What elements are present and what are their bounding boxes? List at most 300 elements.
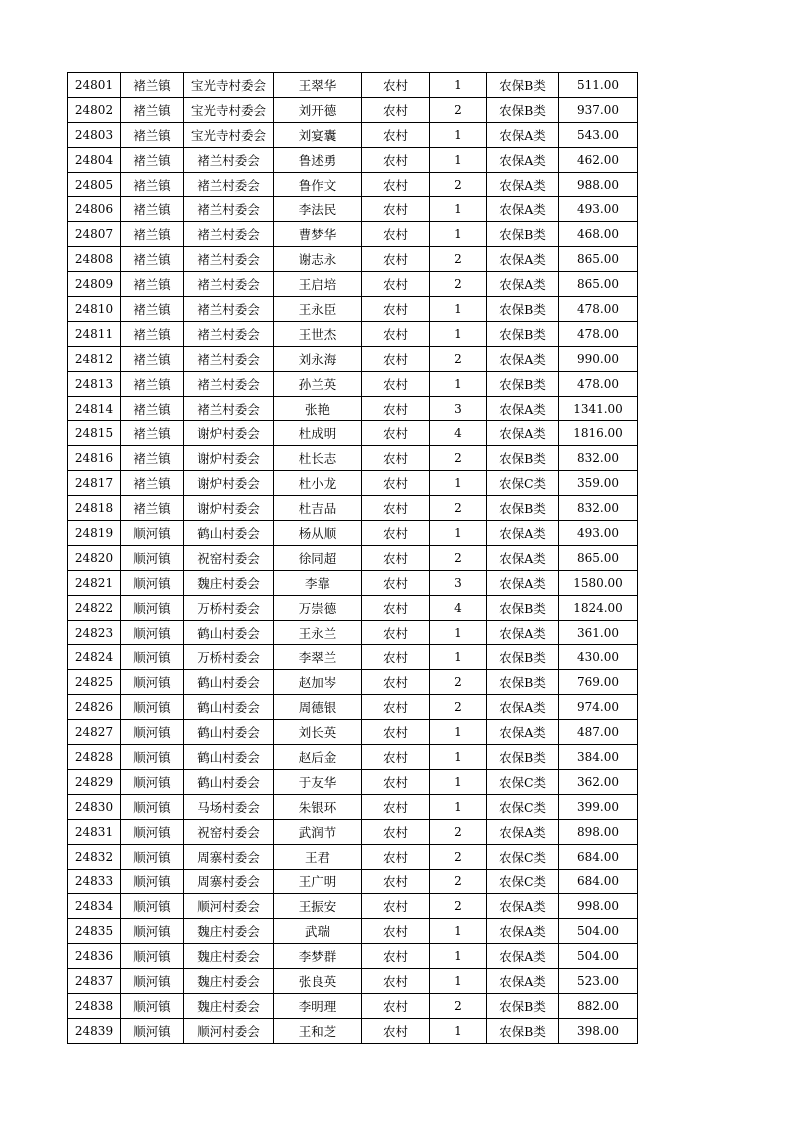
amount-cell: 1816.00 [559,421,638,446]
town-cell: 顺河镇 [121,794,184,819]
village-committee-cell: 魏庄村委会 [184,969,274,994]
town-cell: 褚兰镇 [121,371,184,396]
household-type-cell: 农村 [362,993,430,1018]
family-count-cell: 2 [430,670,487,695]
family-count-cell: 1 [430,521,487,546]
village-committee-cell: 褚兰村委会 [184,172,274,197]
family-count-cell: 1 [430,645,487,670]
town-cell: 褚兰镇 [121,222,184,247]
family-count-cell: 2 [430,172,487,197]
town-cell: 顺河镇 [121,521,184,546]
insurance-category-cell: 农保C类 [487,844,559,869]
table-row [68,944,638,969]
amount-cell: 478.00 [559,371,638,396]
person-name-cell: 于友华 [274,769,362,794]
village-committee-cell: 魏庄村委会 [184,944,274,969]
family-count-cell: 1 [430,720,487,745]
table-row [68,969,638,994]
table-body [68,73,638,1044]
village-committee-cell: 宝光寺村委会 [184,122,274,147]
household-type-cell: 农村 [362,969,430,994]
family-count-cell: 1 [430,321,487,346]
town-cell: 顺河镇 [121,969,184,994]
table-row [68,670,638,695]
household-type-cell: 农村 [362,769,430,794]
village-committee-cell: 褚兰村委会 [184,321,274,346]
record-number-cell: 24817 [68,471,121,496]
insurance-category-cell: 农保B类 [487,97,559,122]
amount-cell: 359.00 [559,471,638,496]
insurance-category-cell: 农保A类 [487,272,559,297]
record-number-cell: 24828 [68,745,121,770]
person-name-cell: 杜长志 [274,446,362,471]
household-type-cell: 农村 [362,97,430,122]
record-number-cell: 24825 [68,670,121,695]
town-cell: 褚兰镇 [121,446,184,471]
insurance-category-cell: 农保A类 [487,346,559,371]
person-name-cell: 刘开德 [274,97,362,122]
town-cell: 顺河镇 [121,769,184,794]
village-committee-cell: 鹤山村委会 [184,720,274,745]
amount-cell: 430.00 [559,645,638,670]
town-cell: 顺河镇 [121,645,184,670]
table-row [68,570,638,595]
town-cell: 顺河镇 [121,919,184,944]
amount-cell: 487.00 [559,720,638,745]
table-row [68,346,638,371]
table-row [68,396,638,421]
village-committee-cell: 祝窑村委会 [184,819,274,844]
record-number-cell: 24809 [68,272,121,297]
amount-cell: 493.00 [559,197,638,222]
amount-cell: 1341.00 [559,396,638,421]
family-count-cell: 1 [430,297,487,322]
household-type-cell: 农村 [362,346,430,371]
insurance-category-cell: 农保A类 [487,545,559,570]
person-name-cell: 王君 [274,844,362,869]
table-row [68,695,638,720]
amount-cell: 478.00 [559,297,638,322]
record-number-cell: 24838 [68,993,121,1018]
town-cell: 褚兰镇 [121,346,184,371]
insurance-category-cell: 农保B类 [487,993,559,1018]
family-count-cell: 3 [430,396,487,421]
household-type-cell: 农村 [362,844,430,869]
insurance-category-cell: 农保B类 [487,1018,559,1043]
insurance-category-cell: 农保B类 [487,645,559,670]
table-row [68,73,638,98]
record-number-cell: 24820 [68,545,121,570]
record-number-cell: 24806 [68,197,121,222]
record-number-cell: 24808 [68,247,121,272]
household-type-cell: 农村 [362,745,430,770]
village-committee-cell: 周寨村委会 [184,869,274,894]
amount-cell: 974.00 [559,695,638,720]
person-name-cell: 朱银环 [274,794,362,819]
family-count-cell: 1 [430,222,487,247]
insurance-category-cell: 农保C类 [487,769,559,794]
insurance-category-cell: 农保C类 [487,869,559,894]
household-type-cell: 农村 [362,819,430,844]
amount-cell: 882.00 [559,993,638,1018]
insurance-category-cell: 农保B类 [487,446,559,471]
amount-cell: 478.00 [559,321,638,346]
household-type-cell: 农村 [362,919,430,944]
amount-cell: 511.00 [559,73,638,98]
family-count-cell: 2 [430,894,487,919]
amount-cell: 998.00 [559,894,638,919]
town-cell: 褚兰镇 [121,297,184,322]
table-row [68,371,638,396]
village-committee-cell: 祝窑村委会 [184,545,274,570]
record-number-cell: 24823 [68,620,121,645]
insurance-category-cell: 农保A类 [487,172,559,197]
record-number-cell: 24822 [68,595,121,620]
family-count-cell: 1 [430,769,487,794]
household-type-cell: 农村 [362,869,430,894]
family-count-cell: 1 [430,919,487,944]
table-row [68,321,638,346]
village-committee-cell: 褚兰村委会 [184,247,274,272]
family-count-cell: 4 [430,421,487,446]
family-count-cell: 2 [430,346,487,371]
family-count-cell: 1 [430,371,487,396]
household-type-cell: 农村 [362,595,430,620]
insurance-category-cell: 农保B类 [487,73,559,98]
amount-cell: 504.00 [559,919,638,944]
household-type-cell: 农村 [362,222,430,247]
household-type-cell: 农村 [362,147,430,172]
village-committee-cell: 褚兰村委会 [184,147,274,172]
person-name-cell: 李翠兰 [274,645,362,670]
insurance-category-cell: 农保A类 [487,919,559,944]
amount-cell: 832.00 [559,496,638,521]
village-committee-cell: 鹤山村委会 [184,620,274,645]
table-row [68,769,638,794]
village-committee-cell: 鹤山村委会 [184,769,274,794]
person-name-cell: 王永兰 [274,620,362,645]
town-cell: 顺河镇 [121,695,184,720]
table-row [68,172,638,197]
family-count-cell: 2 [430,844,487,869]
record-number-cell: 24821 [68,570,121,595]
person-name-cell: 李法民 [274,197,362,222]
family-count-cell: 2 [430,496,487,521]
town-cell: 顺河镇 [121,720,184,745]
person-name-cell: 王振安 [274,894,362,919]
insurance-category-cell: 农保B类 [487,595,559,620]
person-name-cell: 刘长英 [274,720,362,745]
person-name-cell: 李梦群 [274,944,362,969]
family-count-cell: 4 [430,595,487,620]
person-name-cell: 王翠华 [274,73,362,98]
amount-cell: 493.00 [559,521,638,546]
town-cell: 顺河镇 [121,894,184,919]
town-cell: 褚兰镇 [121,421,184,446]
insurance-category-cell: 农保A类 [487,247,559,272]
insurance-category-cell: 农保A类 [487,720,559,745]
insurance-category-cell: 农保B类 [487,670,559,695]
village-committee-cell: 魏庄村委会 [184,919,274,944]
insurance-category-cell: 农保B类 [487,496,559,521]
table-row [68,720,638,745]
table-row [68,1018,638,1043]
record-number-cell: 24827 [68,720,121,745]
record-number-cell: 24805 [68,172,121,197]
village-committee-cell: 顺河村委会 [184,894,274,919]
table-row [68,819,638,844]
village-committee-cell: 褚兰村委会 [184,197,274,222]
town-cell: 顺河镇 [121,595,184,620]
person-name-cell: 王启培 [274,272,362,297]
household-type-cell: 农村 [362,894,430,919]
record-number-cell: 24829 [68,769,121,794]
insurance-category-cell: 农保B类 [487,371,559,396]
table-row [68,745,638,770]
insurance-category-cell: 农保B类 [487,321,559,346]
table-row [68,595,638,620]
person-name-cell: 武瑞 [274,919,362,944]
table-row [68,222,638,247]
town-cell: 褚兰镇 [121,73,184,98]
household-type-cell: 农村 [362,122,430,147]
household-type-cell: 农村 [362,620,430,645]
record-number-cell: 24807 [68,222,121,247]
insurance-category-cell: 农保B类 [487,222,559,247]
household-type-cell: 农村 [362,545,430,570]
table-row [68,844,638,869]
insurance-category-cell: 农保A类 [487,894,559,919]
record-number-cell: 24826 [68,695,121,720]
family-count-cell: 2 [430,272,487,297]
village-committee-cell: 谢炉村委会 [184,471,274,496]
village-committee-cell: 魏庄村委会 [184,993,274,1018]
insurance-category-cell: 农保A类 [487,396,559,421]
household-type-cell: 农村 [362,371,430,396]
person-name-cell: 赵加岑 [274,670,362,695]
table-row [68,147,638,172]
amount-cell: 462.00 [559,147,638,172]
record-number-cell: 24836 [68,944,121,969]
family-count-cell: 1 [430,745,487,770]
amount-cell: 1580.00 [559,570,638,595]
family-count-cell: 2 [430,695,487,720]
amount-cell: 988.00 [559,172,638,197]
household-type-cell: 农村 [362,794,430,819]
record-number-cell: 24824 [68,645,121,670]
household-type-cell: 农村 [362,172,430,197]
family-count-cell: 1 [430,73,487,98]
insurance-category-cell: 农保A类 [487,819,559,844]
person-name-cell: 鲁述勇 [274,147,362,172]
table-row [68,496,638,521]
village-committee-cell: 顺河村委会 [184,1018,274,1043]
insurance-category-cell: 农保A类 [487,620,559,645]
person-name-cell: 徐同超 [274,545,362,570]
town-cell: 褚兰镇 [121,147,184,172]
family-count-cell: 1 [430,620,487,645]
household-type-cell: 农村 [362,197,430,222]
family-count-cell: 1 [430,122,487,147]
table-row [68,894,638,919]
amount-cell: 361.00 [559,620,638,645]
person-name-cell: 李靠 [274,570,362,595]
family-count-cell: 2 [430,993,487,1018]
person-name-cell: 鲁作文 [274,172,362,197]
record-number-cell: 24812 [68,346,121,371]
household-type-cell: 农村 [362,944,430,969]
town-cell: 顺河镇 [121,993,184,1018]
household-type-cell: 农村 [362,247,430,272]
person-name-cell: 孙兰英 [274,371,362,396]
record-number-cell: 24819 [68,521,121,546]
family-count-cell: 2 [430,819,487,844]
village-committee-cell: 褚兰村委会 [184,222,274,247]
amount-cell: 684.00 [559,869,638,894]
table-row [68,297,638,322]
household-type-cell: 农村 [362,521,430,546]
insurance-category-cell: 农保A类 [487,122,559,147]
insurance-category-cell: 农保A类 [487,521,559,546]
record-number-cell: 24811 [68,321,121,346]
town-cell: 顺河镇 [121,819,184,844]
household-type-cell: 农村 [362,446,430,471]
village-committee-cell: 褚兰村委会 [184,396,274,421]
record-number-cell: 24802 [68,97,121,122]
insurance-category-cell: 农保A类 [487,197,559,222]
person-name-cell: 杜小龙 [274,471,362,496]
table-row [68,545,638,570]
insurance-category-cell: 农保C类 [487,794,559,819]
town-cell: 顺河镇 [121,670,184,695]
town-cell: 褚兰镇 [121,197,184,222]
village-committee-cell: 鹤山村委会 [184,521,274,546]
family-count-cell: 2 [430,869,487,894]
amount-cell: 990.00 [559,346,638,371]
village-committee-cell: 谢炉村委会 [184,446,274,471]
amount-cell: 832.00 [559,446,638,471]
insurance-category-cell: 农保C类 [487,471,559,496]
amount-cell: 543.00 [559,122,638,147]
town-cell: 顺河镇 [121,545,184,570]
town-cell: 顺河镇 [121,570,184,595]
family-count-cell: 1 [430,197,487,222]
amount-cell: 769.00 [559,670,638,695]
village-committee-cell: 褚兰村委会 [184,346,274,371]
household-type-cell: 农村 [362,421,430,446]
family-count-cell: 2 [430,545,487,570]
amount-cell: 1824.00 [559,595,638,620]
person-name-cell: 武润节 [274,819,362,844]
amount-cell: 398.00 [559,1018,638,1043]
insurance-category-cell: 农保A类 [487,695,559,720]
record-number-cell: 24834 [68,894,121,919]
village-committee-cell: 宝光寺村委会 [184,97,274,122]
person-name-cell: 杜吉品 [274,496,362,521]
town-cell: 褚兰镇 [121,97,184,122]
table-row [68,645,638,670]
town-cell: 褚兰镇 [121,321,184,346]
family-count-cell: 2 [430,446,487,471]
village-committee-cell: 褚兰村委会 [184,272,274,297]
town-cell: 顺河镇 [121,869,184,894]
person-name-cell: 王永臣 [274,297,362,322]
amount-cell: 865.00 [559,272,638,297]
village-committee-cell: 鹤山村委会 [184,695,274,720]
household-type-cell: 农村 [362,471,430,496]
table-row [68,97,638,122]
record-number-cell: 24839 [68,1018,121,1043]
table-row [68,122,638,147]
village-committee-cell: 周寨村委会 [184,844,274,869]
family-count-cell: 1 [430,471,487,496]
town-cell: 顺河镇 [121,745,184,770]
person-name-cell: 赵后金 [274,745,362,770]
village-committee-cell: 谢炉村委会 [184,496,274,521]
amount-cell: 384.00 [559,745,638,770]
record-number-cell: 24832 [68,844,121,869]
household-type-cell: 农村 [362,272,430,297]
town-cell: 顺河镇 [121,1018,184,1043]
town-cell: 顺河镇 [121,620,184,645]
person-name-cell: 周德银 [274,695,362,720]
person-name-cell: 杨从顺 [274,521,362,546]
person-name-cell: 刘永海 [274,346,362,371]
record-number-cell: 24837 [68,969,121,994]
record-number-cell: 24835 [68,919,121,944]
table-row [68,247,638,272]
family-count-cell: 3 [430,570,487,595]
amount-cell: 399.00 [559,794,638,819]
person-name-cell: 杜成明 [274,421,362,446]
insurance-category-cell: 农保B类 [487,745,559,770]
person-name-cell: 谢志永 [274,247,362,272]
household-type-cell: 农村 [362,321,430,346]
household-type-cell: 农村 [362,1018,430,1043]
town-cell: 褚兰镇 [121,122,184,147]
person-name-cell: 王世杰 [274,321,362,346]
person-name-cell: 曹梦华 [274,222,362,247]
person-name-cell: 王和芝 [274,1018,362,1043]
table-row [68,919,638,944]
household-type-cell: 农村 [362,645,430,670]
person-name-cell: 刘宴囊 [274,122,362,147]
record-number-cell: 24830 [68,794,121,819]
table-row [68,197,638,222]
table-row [68,521,638,546]
household-type-cell: 农村 [362,297,430,322]
amount-cell: 684.00 [559,844,638,869]
village-committee-cell: 魏庄村委会 [184,570,274,595]
village-committee-cell: 宝光寺村委会 [184,73,274,98]
household-type-cell: 农村 [362,73,430,98]
record-number-cell: 24833 [68,869,121,894]
record-number-cell: 24804 [68,147,121,172]
town-cell: 褚兰镇 [121,272,184,297]
table-row [68,993,638,1018]
table-row [68,869,638,894]
town-cell: 褚兰镇 [121,396,184,421]
household-type-cell: 农村 [362,670,430,695]
amount-cell: 523.00 [559,969,638,994]
table-row [68,421,638,446]
village-committee-cell: 万桥村委会 [184,595,274,620]
amount-cell: 937.00 [559,97,638,122]
record-number-cell: 24815 [68,421,121,446]
table-row [68,794,638,819]
town-cell: 褚兰镇 [121,247,184,272]
record-number-cell: 24810 [68,297,121,322]
